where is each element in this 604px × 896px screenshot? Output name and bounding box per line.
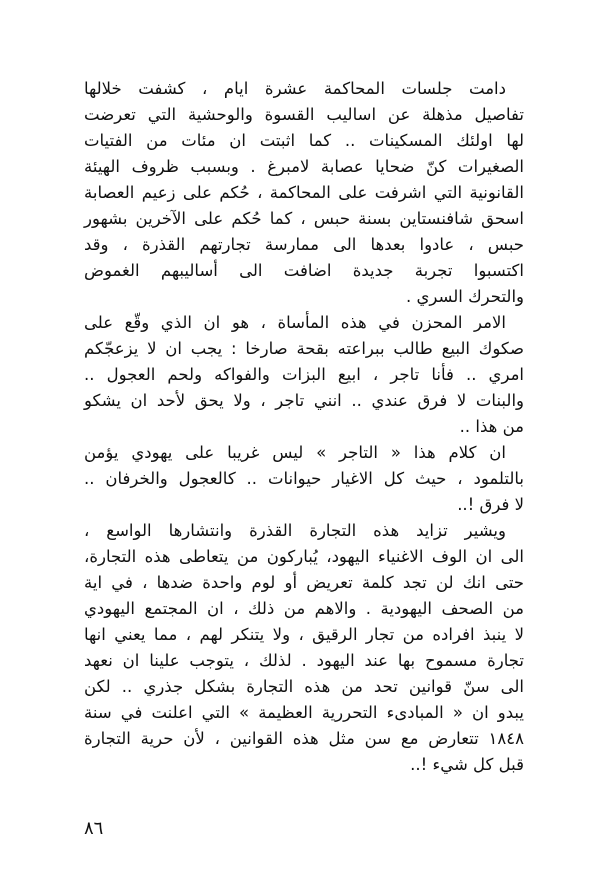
text-line: الى سنّ قوانين تحد من هذه التجارة بشكل جذري .. لكن: [84, 677, 524, 696]
text-line: الصغيرات كنّ ضحايا عصابة لامبرغ . وبسبب ظروف الهيئة: [84, 157, 524, 176]
text-line: الامر المحزن في هذه المأساة ، هو ان الذي وقّع على: [84, 313, 506, 332]
text-line: صكوك البيع طالب ببراعته بقحة صارخا : يجب ان لا يزعجّكم: [84, 339, 524, 358]
text-line: لا فرق !..: [457, 495, 524, 514]
text-line: لا ينبذ افراده من تجار الرقيق ، ولا يتنكر لهم ، مما يعني انها: [84, 625, 524, 644]
text-line: القانونية التي اشرفت على المحاكمة ، حُكم على زعيم العصابة: [84, 183, 524, 202]
text-line: ويشير تزايد هذه التجارة القذرة وانتشارها الواسع ،: [84, 521, 506, 540]
text-line: قبل كل شيء !..: [410, 755, 524, 774]
text-line: من الصحف اليهودية . والاهم من ذلك ، ان المجتمع اليهودي: [84, 599, 524, 618]
paragraph-3: [84, 440, 524, 518]
text-line: لها اولئك المسكينات .. كما اثبتت ان مئات من الفتيات: [84, 131, 524, 150]
text-line: ان كلام هذا « التاجر » ليس غريبا على يهودي يؤمن: [84, 443, 506, 462]
body-text: [84, 76, 524, 778]
text-line: تفاصيل مذهلة عن اساليب القسوة والوحشية التي تعرضت: [84, 105, 524, 124]
text-line: حبس ، عادوا بعدها الى ممارسة تجارتهم القذرة ، وقد: [84, 235, 524, 254]
text-line: يبدو ان « المبادىء التحررية العظيمة » التي اعلنت في سنة: [84, 703, 524, 722]
text-line: دامت جلسات المحاكمة عشرة ايام ، كشفت خلالها: [84, 79, 506, 98]
paragraph-4: [84, 518, 524, 778]
text-line: تجارة مسموح بها عند اليهود . لذلك ، يتوجب علينا ان نعهد: [84, 651, 524, 670]
text-line: بالتلمود ، حيث كل الاغيار حيوانات .. كالعجول والخرفان ..: [84, 469, 524, 488]
text-line: والبنات لا فرق عندي .. انني تاجر ، ولا يحق لأحد ان يشكو: [84, 391, 524, 410]
page-number: ٨٦: [84, 818, 104, 839]
text-line: اسحق شافنستاين بسنة حبس ، كما حُكم على الآخرين بشهور: [84, 209, 524, 228]
text-line: اكتسبوا تجربة جديدة اضافت الى أساليبهم الغموض: [84, 261, 524, 280]
text-line: حتى انك لن تجد كلمة تعريض أو لوم واحدة ضدها ، في اية: [84, 573, 524, 592]
text-line: ١٨٤٨ تتعارض مع سن مثل هذه القوانين ، لأن حرية التجارة: [84, 729, 524, 748]
text-line: امري .. فأنا تاجر ، ابيع البزات والفواكه ولحم العجول ..: [84, 365, 524, 384]
paragraph-1: [84, 76, 524, 310]
text-line: الى ان الوف الاغنياء اليهود، يُباركون من يتعاطى هذه التجارة،: [84, 547, 524, 566]
text-line: من هذا ..: [459, 417, 524, 436]
paragraph-2: [84, 310, 524, 440]
text-line: والتحرك السري .: [406, 287, 524, 306]
